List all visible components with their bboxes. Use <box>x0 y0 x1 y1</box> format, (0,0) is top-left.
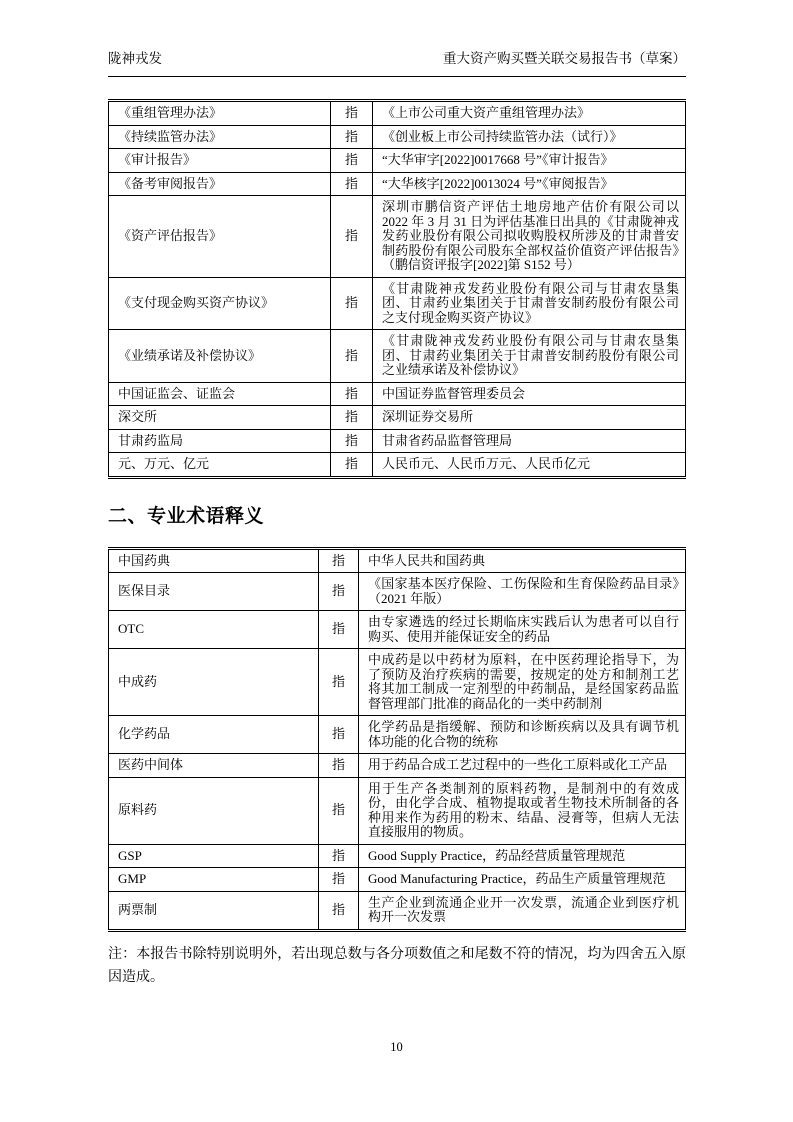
table-row <box>109 196 686 278</box>
table-row <box>109 573 686 611</box>
definition-cell: 中国证券监督管理委员会 <box>373 382 686 406</box>
zhi-cell: 指 <box>331 196 373 278</box>
abbreviations-table <box>108 99 686 479</box>
zhi-cell: 指 <box>319 716 359 754</box>
table-row <box>109 125 686 149</box>
definition-cell: 甘肃省药品监督管理局 <box>373 429 686 453</box>
definition-cell: 《国家基本医疗保险、工伤保险和生育保险药品目录》（2021 年版） <box>359 573 686 611</box>
definition-cell: 中华人民共和国药典 <box>359 548 686 573</box>
zhi-cell: 指 <box>319 868 359 892</box>
definition-cell: 化学药品是指缓解、预防和诊断疾病以及具有调节机体功能的化合物的统称 <box>359 716 686 754</box>
term-cell: 《备考审阅报告》 <box>109 172 331 196</box>
section-title: 二、专业术语释义 <box>108 505 265 527</box>
term-cell: 深交所 <box>109 406 331 430</box>
term-cell: 元、万元、亿元 <box>109 453 331 478</box>
page-number: 10 <box>390 1040 403 1054</box>
term-cell: 《审计报告》 <box>109 149 331 173</box>
term-cell: 中国证监会、证监会 <box>109 382 331 406</box>
zhi-cell: 指 <box>331 453 373 478</box>
zhi-cell: 指 <box>331 101 373 126</box>
table-row <box>109 429 686 453</box>
table-row <box>109 382 686 406</box>
page-content <box>108 0 686 989</box>
zhi-cell: 指 <box>319 891 359 930</box>
term-cell: 《业绩承诺及补偿协议》 <box>109 330 331 383</box>
zhi-cell: 指 <box>331 277 373 330</box>
table-row <box>109 453 686 478</box>
definition-cell: 《创业板上市公司持续监管办法（试行）》 <box>373 125 686 149</box>
zhi-cell: 指 <box>319 548 359 573</box>
header-left-title: 陇神戎发 <box>108 51 162 66</box>
term-cell: 中国药典 <box>109 548 319 573</box>
term-cell: GSP <box>109 844 319 868</box>
term-cell: GMP <box>109 868 319 892</box>
table-row <box>109 868 686 892</box>
table-row <box>109 611 686 649</box>
term-cell: 《支付现金购买资产协议》 <box>109 277 331 330</box>
zhi-cell: 指 <box>319 754 359 778</box>
definition-cell: 由专家遴选的经过长期临床实践后认为患者可以自行购买、使用并能保证安全的药品 <box>359 611 686 649</box>
table-row <box>109 172 686 196</box>
definition-cell: 《甘肃陇神戎发药业股份有限公司与甘肃农垦集团、甘肃药业集团关于甘肃普安制药股份有限公司之支付现金购买资产协议》 <box>373 277 686 330</box>
zhi-cell: 指 <box>331 149 373 173</box>
term-cell: 甘肃药监局 <box>109 429 331 453</box>
term-cell: 《重组管理办法》 <box>109 101 331 126</box>
term-cell: 《持续监管办法》 <box>109 125 331 149</box>
table-row <box>109 844 686 868</box>
table-row <box>109 891 686 930</box>
zhi-cell: 指 <box>331 382 373 406</box>
definition-cell: “大华核字[2022]0013024 号”《审阅报告》 <box>373 172 686 196</box>
terminology-table <box>108 547 686 932</box>
header-right-title: 重大资产购买暨关联交易报告书（草案） <box>443 51 686 66</box>
definition-cell: 生产企业到流通企业开一次发票，流通企业到医疗机构开一次发票 <box>359 891 686 930</box>
term-cell: 原料药 <box>109 777 319 844</box>
zhi-cell: 指 <box>331 406 373 430</box>
zhi-cell: 指 <box>319 573 359 611</box>
table-row <box>109 777 686 844</box>
table-row <box>109 716 686 754</box>
definition-cell: 用于药品合成工艺过程中的一些化工原料或化工产品 <box>359 754 686 778</box>
definition-cell: “大华审字[2022]0017668 号”《审计报告》 <box>373 149 686 173</box>
table-row <box>109 277 686 330</box>
table-row <box>109 101 686 126</box>
page-header <box>108 0 686 77</box>
table-row <box>109 649 686 716</box>
table-row <box>109 406 686 430</box>
term-cell: 两票制 <box>109 891 319 930</box>
zhi-cell: 指 <box>319 649 359 716</box>
zhi-cell: 指 <box>331 125 373 149</box>
definition-cell: 深圳市鹏信资产评估土地房地产估价有限公司以 2022 年 3 月 31 日为评估基准日出具的《甘肃陇神戎发药业股份有限公司拟收购股权所涉及的甘肃普安制药股份有限公司股东全部权益价值资产评估报告》（鹏信资评报字[2022]第 S152 号） <box>373 196 686 278</box>
term-cell: 医保目录 <box>109 573 319 611</box>
term-cell: 化学药品 <box>109 716 319 754</box>
definition-cell: 《甘肃陇神戎发药业股份有限公司与甘肃农垦集团、甘肃药业集团关于甘肃普安制药股份有限公司之业绩承诺及补偿协议》 <box>373 330 686 383</box>
footnote: 注：本报告书除特别说明外，若出现总数与各分项数值之和尾数不符的情况，均为四舍五入原因造成。 <box>108 946 686 985</box>
zhi-cell: 指 <box>331 172 373 196</box>
definition-cell: Good Supply Practice，药品经营质量管理规范 <box>359 844 686 868</box>
zhi-cell: 指 <box>319 611 359 649</box>
zhi-cell: 指 <box>331 330 373 383</box>
definition-cell: 《上市公司重大资产重组管理办法》 <box>373 101 686 126</box>
definition-cell: 人民币元、人民币万元、人民币亿元 <box>373 453 686 478</box>
table-row <box>109 330 686 383</box>
term-cell: 《资产评估报告》 <box>109 196 331 278</box>
table-row <box>109 548 686 573</box>
table-row <box>109 754 686 778</box>
zhi-cell: 指 <box>319 777 359 844</box>
definition-cell: Good Manufacturing Practice，药品生产质量管理规范 <box>359 868 686 892</box>
zhi-cell: 指 <box>319 844 359 868</box>
term-cell: 中成药 <box>109 649 319 716</box>
table-row <box>109 149 686 173</box>
definition-cell: 深圳证券交易所 <box>373 406 686 430</box>
definition-cell: 中成药是以中药材为原料，在中医药理论指导下，为了预防及治疗疾病的需要，按规定的处方和制剂工艺将其加工制成一定剂型的中药制品，是经国家药品监督管理部门批准的商品化的一类中药制剂 <box>359 649 686 716</box>
term-cell: OTC <box>109 611 319 649</box>
term-cell: 医药中间体 <box>109 754 319 778</box>
zhi-cell: 指 <box>331 429 373 453</box>
definition-cell: 用于生产各类制剂的原料药物，是制剂中的有效成份，由化学合成、植物提取或者生物技术所制备的各种用来作为药用的粉末、结晶、浸膏等，但病人无法直接服用的物质。 <box>359 777 686 844</box>
